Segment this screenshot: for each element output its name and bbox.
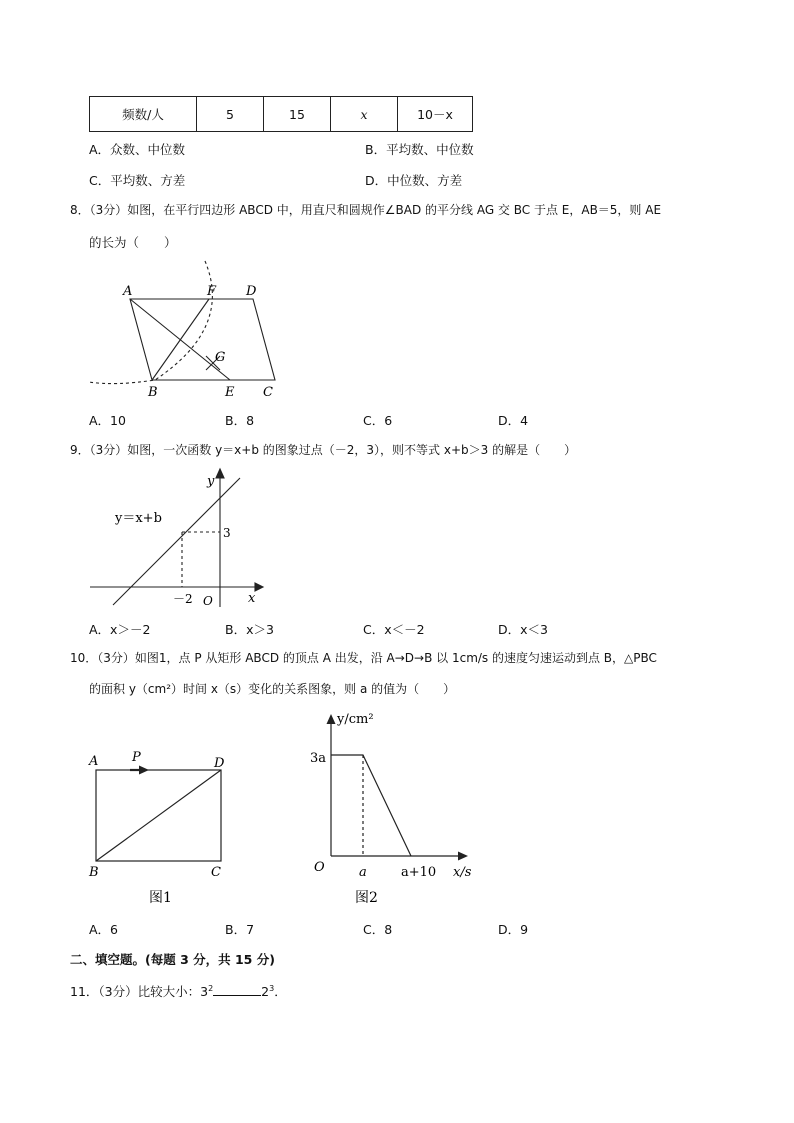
q11-mid: 2 xyxy=(261,984,270,999)
q9-stem: 9．（3分）如图，一次函数 y＝x+b 的图象过点（－2，3），则不等式 x+b＞3 的解是（ ） xyxy=(70,443,577,457)
label-b: B xyxy=(148,385,158,400)
q10-area-time-graph xyxy=(300,706,490,911)
y-label: y xyxy=(207,474,215,489)
parallelogram-abcd xyxy=(130,299,275,380)
q11-stem xyxy=(70,982,287,1000)
table-cell: 15 xyxy=(264,97,331,132)
y-axis-arrow xyxy=(216,469,224,478)
q8-stem: 8．（3分）如图，在平行四边形 ABCD 中，用直尺和圆规作∠BAD 的平分线 AG 交 BC 于点 E，AB＝5，则 AE xyxy=(70,203,662,217)
graph-line xyxy=(331,755,411,856)
q9-option-c[interactable]: C．x＜－2 xyxy=(363,622,425,637)
label-p: P xyxy=(132,750,141,765)
x-axis-label: x/s xyxy=(453,865,472,880)
q11-exp2: 3 xyxy=(269,983,275,993)
q11-answer-blank[interactable] xyxy=(213,983,261,996)
tick-3: 3 xyxy=(223,526,231,540)
segment-bf xyxy=(152,299,209,380)
q7-option-b[interactable]: B．平均数、中位数 xyxy=(365,142,474,157)
frequency-table xyxy=(89,96,473,132)
q11-suffix: ． xyxy=(274,984,287,999)
table-header-cell: 频数/人 xyxy=(90,97,197,132)
q9-option-a[interactable]: A．x＞－2 xyxy=(89,622,151,637)
q11-exp1: 2 xyxy=(208,983,214,993)
q8-option-b[interactable]: B．8 xyxy=(225,413,255,428)
q8-parallelogram-figure xyxy=(85,258,285,403)
y-axis-label: y/cm² xyxy=(337,712,374,727)
tick-neg2: －2 xyxy=(173,592,193,606)
q9-option-b[interactable]: B．x＞3 xyxy=(225,622,274,637)
p-arrow-head xyxy=(139,766,149,775)
figure-2-caption: 图2 xyxy=(355,890,378,906)
label-e: E xyxy=(225,385,235,400)
x-label: x xyxy=(248,591,256,606)
func-label: y＝x+b xyxy=(115,511,162,526)
tick-3a: 3a xyxy=(310,751,327,766)
q7-option-a[interactable]: A．众数、中位数 xyxy=(89,142,186,157)
label-c: C xyxy=(211,865,221,880)
diagonal-bd xyxy=(96,770,221,861)
tick-a: a xyxy=(359,865,367,880)
q10-stem: 10．（3分）如图1，点 P 从矩形 ABCD 的顶点 A 出发，沿 A→D→B 以 1cm/s 的速度匀速运动到点 B，△PBC xyxy=(70,651,657,665)
label-c: C xyxy=(263,385,273,400)
q7-option-c[interactable]: C．平均数、方差 xyxy=(89,173,186,188)
y-axis-arrow xyxy=(327,714,336,724)
q8-option-c[interactable]: C．6 xyxy=(363,413,393,428)
origin-label: O xyxy=(314,860,325,875)
q10-stem-cont: 的面积 y（cm²）时间 x（s）变化的关系图象，则 a 的值为（ ） xyxy=(89,682,456,696)
q10-option-a[interactable]: A．6 xyxy=(89,922,119,937)
x-axis-arrow xyxy=(458,852,468,861)
q8-option-d[interactable]: D．4 xyxy=(498,413,529,428)
function-line xyxy=(113,478,240,605)
q9-linear-function-figure xyxy=(85,465,275,613)
q9-option-d[interactable]: D．x＜3 xyxy=(498,622,548,637)
q8-option-a[interactable]: A．10 xyxy=(89,413,126,428)
table-cell: 5 xyxy=(197,97,264,132)
label-d: D xyxy=(246,284,257,299)
section-title: 二、填空题。(每题 3 分，共 15 分) xyxy=(70,952,275,967)
construction-arc xyxy=(89,261,212,384)
figure-1-caption: 图1 xyxy=(149,890,172,906)
q10-option-c[interactable]: C．8 xyxy=(363,922,393,937)
tick-a-plus-10: a+10 xyxy=(401,865,437,880)
q10-rectangle-figure xyxy=(85,745,245,910)
table-row xyxy=(90,97,473,132)
table-cell: 10－x xyxy=(398,97,473,132)
q8-stem-cont: 的长为（ ） xyxy=(89,235,177,250)
x-axis-arrow xyxy=(255,583,263,591)
table-cell: x xyxy=(331,97,398,132)
q10-option-d[interactable]: D．9 xyxy=(498,922,529,937)
label-d: D xyxy=(214,756,225,771)
label-f: F xyxy=(207,284,217,299)
label-b: B xyxy=(89,865,99,880)
q10-option-b[interactable]: B．7 xyxy=(225,922,255,937)
origin-label: O xyxy=(203,594,213,608)
label-a: A xyxy=(89,754,99,769)
q11-prefix: 11．（3分）比较大小：3 xyxy=(70,984,209,999)
label-a: A xyxy=(123,284,133,299)
label-g: G xyxy=(215,350,226,365)
q7-option-d[interactable]: D．中位数、方差 xyxy=(365,173,463,188)
